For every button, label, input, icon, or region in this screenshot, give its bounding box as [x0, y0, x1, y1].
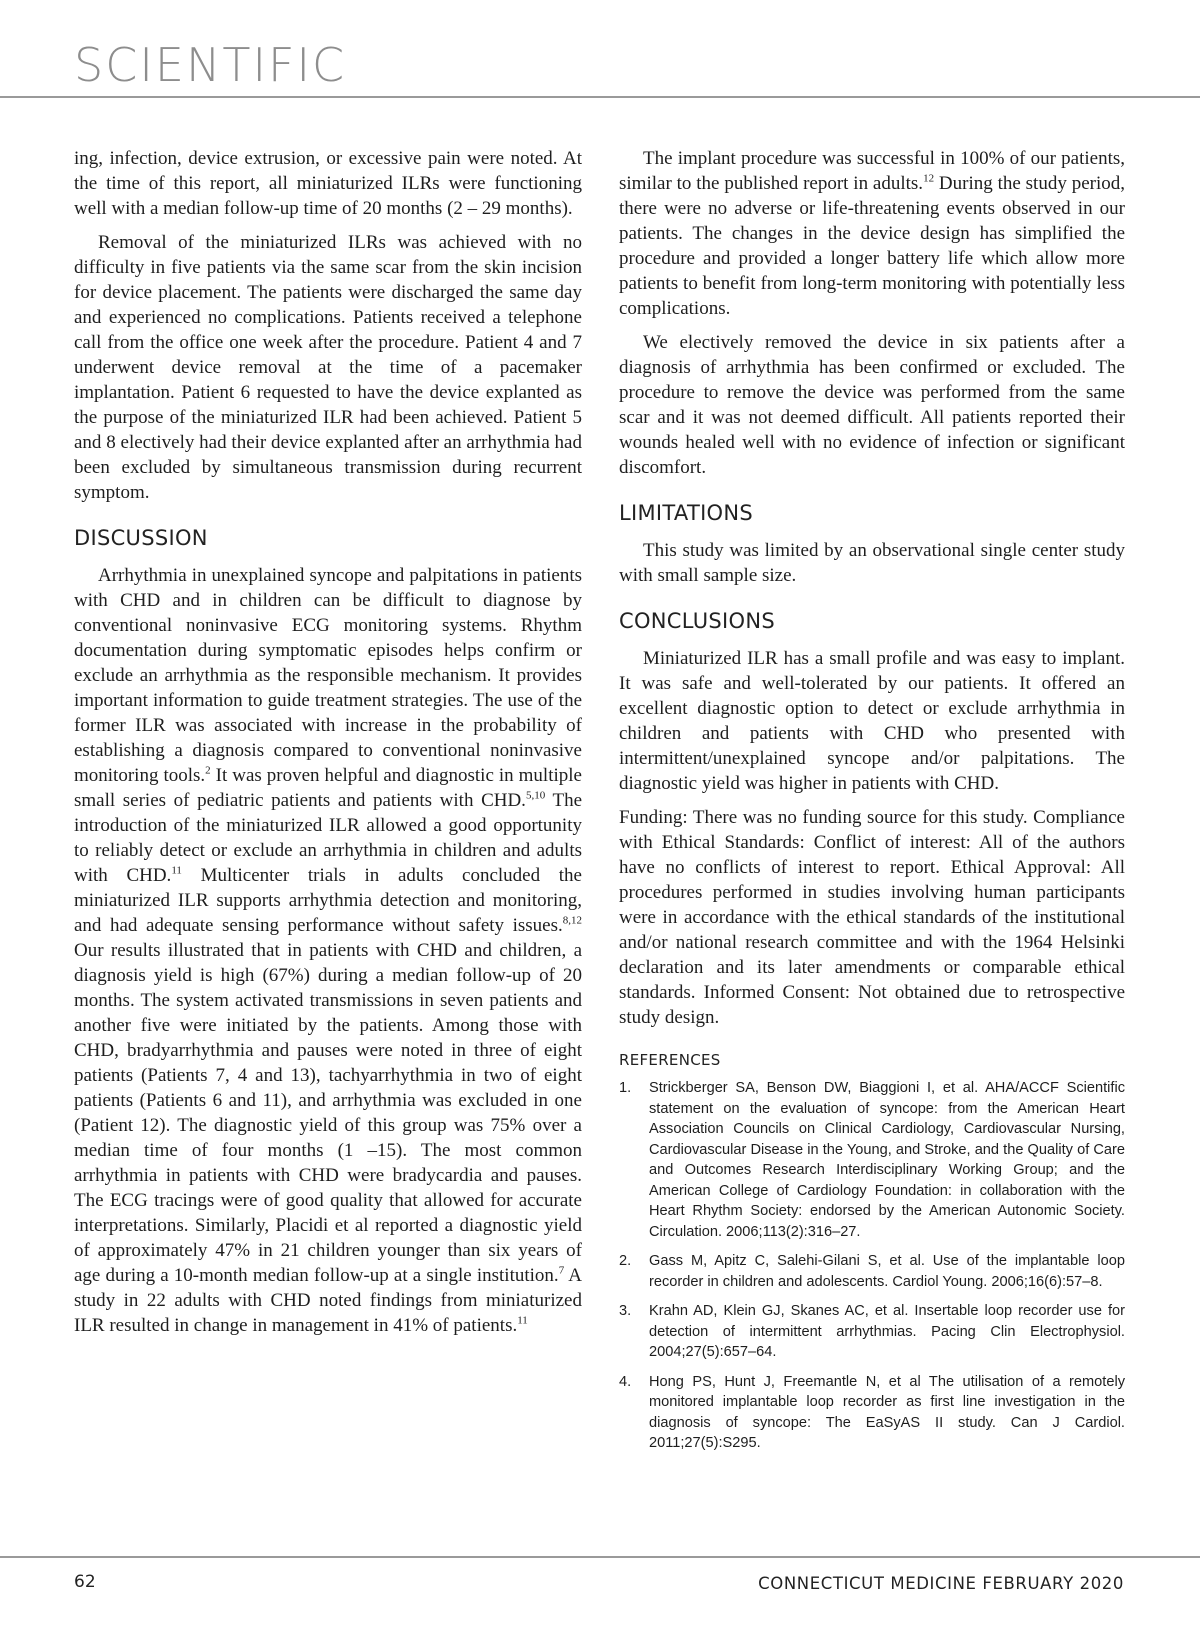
reference-number: 3.	[619, 1303, 632, 1319]
reference-text: Gass M, Apitz C, Salehi-Gilani S, et al. Use of the implantable loop recorder in children and adolescents. Cardiol Young. 2006;16(6):57–8.	[649, 1253, 1125, 1290]
conclusions-paragraph: Miniaturized ILR has a small profile and was easy to implant. It was safe and well-tolerated by our patients. It offered an excellent diagnostic option to detect or exclude arrhythmia in children and patients with CHD who presented with intermittent/unexplained syncope and/or palpitations. The diagnostic yield was higher in patients with CHD.	[619, 648, 1125, 794]
discussion-text-e: Our results illustrated that in patients with CHD and children, a diagnosis yield is high (67%) during a median follow-up of 20 months. The system activated transmissions in seven patients and another five were initiated by the patients. Among those with CHD, bradyarrhythmia and pauses were noted in three of eight patients (Patients 7, 4 and 13), tachyarrhythmia in two of eight patients (Patients 6 and 11), and arrhythmia was excluded in one (Patient 12). The diagnostic yield of this group was 75% over a median time of four months (1 –15). The most common arrhythmia in patients with CHD were bradycardia and pauses. The ECG tracings were of good quality that allowed for accurate interpretations. Similarly, Placidi et al reported a diagnostic yield of approximately 47% in 21 children younger than six years of age during a 10-month median follow-up at a single institution.	[74, 940, 582, 1286]
discussion-text-a: Arrhythmia in unexplained syncope and palpitations in patients with CHD and in children can be difficult to diagnose by conventional noninvasive ECG monitoring systems. Rhythm documentation during symptomatic episodes helps confirm or exclude an arrhythmia as the responsible mechanism. It provides important information to guide treatment strategies. The use of the former ILR was associated with increase in the probability of establishing a diagnosis compared to conventional noninvasive monitoring tools.	[74, 565, 582, 786]
reference-number: 1.	[619, 1080, 632, 1096]
page-number: 62	[74, 1572, 96, 1592]
implant-text-a: The implant procedure was successful in 100% of our patients, similar to the published report in adults.	[619, 148, 1125, 194]
footer-divider	[0, 1556, 1200, 1558]
reference-item	[619, 1301, 1125, 1363]
discussion-text-d: Multicenter trials in adults concluded the miniaturized ILR supports arrhythmia detection and monitoring, and had adequate sensing performance without safety issues.	[74, 865, 582, 936]
reference-item	[619, 1372, 1125, 1454]
citation: 11	[171, 864, 182, 877]
section-title: SCIENTIFIC	[74, 38, 347, 92]
citation: 8,12	[562, 914, 582, 927]
reference-list	[619, 1078, 1125, 1454]
discussion-heading: DISCUSSION	[74, 526, 208, 550]
reference-number: 2.	[619, 1253, 632, 1269]
funding-paragraph: Funding: There was no funding source for this study. Compliance with Ethical Standards: Conflict of interest: All of the authors have no conflicts of interest to report. Ethical Approval: All procedures performed in studies involving human participants were in accordance with the ethical standards of the institutional and/or national research committee and with the 1964 Helsinki declaration and its later amendments or comparable ethical standards. Informed Consent: Not obtained due to retrospective study design.	[619, 807, 1125, 1028]
left-column	[74, 146, 582, 1347]
limitations-heading: LIMITATIONS	[619, 501, 754, 525]
implant-text-b: During the study period, there were no adverse or life-threatening events observed in our patients. The changes in the device design has simplified the procedure and provided a longer battery life which allow more patients to benefit from long-term monitoring with potentially less complications.	[619, 173, 1125, 319]
discussion-text-b: It was proven helpful and diagnostic in multiple small series of pediatric patients and patients with CHD.	[74, 765, 582, 811]
limitations-paragraph: This study was limited by an observational single center study with small sample size.	[619, 540, 1125, 586]
citation: 2	[205, 764, 211, 777]
references-heading: REFERENCES	[619, 1051, 721, 1069]
citation: 7	[558, 1264, 565, 1277]
reference-text: Hong PS, Hunt J, Freemantle N, et al The utilisation of a remotely monitored implantable loop recorder as first line investigation in the diagnosis of syncope: The EaSyAS II study. Can J Cardiol. 2011;27(5):S295.	[649, 1373, 1125, 1451]
reference-text: Strickberger SA, Benson DW, Biaggioni I, et al. AHA/ACCF Scientific statement on the evaluation of syncope: from the American Heart Association Councils on Clinical Cardiology, Cardiovascular Nursing, Cardiovascular Disease in the Young, and Stroke, and the Quality of Care and Outcomes Research Interdisciplinary Working Group; and the American College of Cardiology Foundation: in collaboration with the Heart Rhythm Society: endorsed by the American Autonomic Society. Circulation. 2006;113(2):316–27.	[649, 1080, 1125, 1240]
removal-discussion-paragraph: We electively removed the device in six patients after a diagnosis of arrhythmia has been confirmed or excluded. The procedure to remove the device was performed from the same scar and it was not deemed difficult. All patients reported their wounds healed well with no evidence of infection or significant discomfort.	[619, 332, 1125, 478]
removal-paragraph: Removal of the miniaturized ILRs was achieved with no difficulty in five patients via the same scar from the skin incision for device placement. The patients were discharged the same day and experienced no complications. Patients received a telephone call from the office one week after the procedure. Patient 4 and 7 underwent device removal at the time of a pacemaker implantation. Patient 6 requested to have the device explanted as the purpose of the miniaturized ILR had been achieved. Patient 5 and 8 electively had their device explanted after an arrhythmia had been excluded by simultaneous transmission during recurrent symptom.	[74, 232, 582, 503]
reference-item	[619, 1078, 1125, 1242]
discussion-text-f: A study in 22 adults with CHD noted findings from miniaturized ILR resulted in change in management in 41% of patients.	[74, 1265, 582, 1336]
journal-footer: CONNECTICUT MEDICINE FEBRUARY 2020	[758, 1574, 1124, 1593]
citation: 12	[923, 172, 935, 185]
discussion-text-c: The introduction of the miniaturized ILR allowed a good opportunity to reliably detect or exclude an arrhythmia in children and adults with CHD.	[74, 790, 583, 886]
results-paragraph-continued: ing, infection, device extrusion, or excessive pain were noted. At the time of this report, all miniaturized ILRs were functioning well with a median follow-up time of 20 months (2 – 29 months).	[74, 148, 582, 219]
reference-item	[619, 1251, 1125, 1292]
reference-number: 4.	[619, 1373, 632, 1390]
implant-paragraph	[619, 146, 1125, 321]
citation: 5,10	[525, 789, 546, 802]
header-divider	[0, 96, 1200, 98]
discussion-paragraph	[74, 563, 582, 1338]
citation: 11	[517, 1314, 528, 1327]
conclusions-heading: CONCLUSIONS	[619, 609, 775, 633]
right-column	[619, 146, 1125, 1463]
reference-text: Krahn AD, Klein GJ, Skanes AC, et al. Insertable loop recorder use for detection of intermittent arrhythmias. Pacing Clin Electrophysiol. 2004;27(5):657–64.	[649, 1303, 1125, 1360]
